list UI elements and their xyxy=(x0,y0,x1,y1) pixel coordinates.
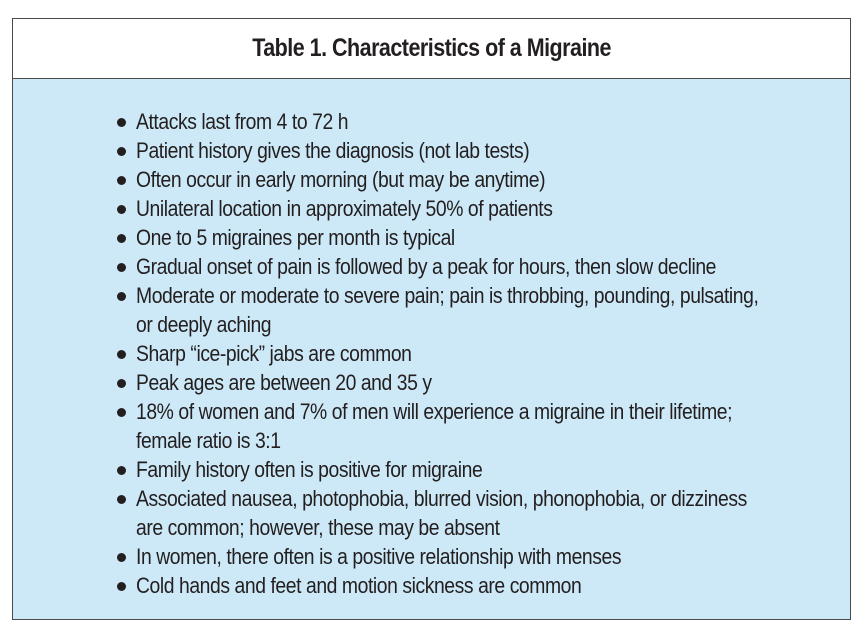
bullet-icon xyxy=(117,408,126,417)
list-item-text: Sharp “ice-pick” jabs are common xyxy=(136,341,412,366)
list-item-text: Moderate or moderate to severe pain; pain is throbbing, pounding, pulsating, xyxy=(136,283,759,308)
list-item-text: In women, there often is a positive relationship with menses xyxy=(136,544,622,569)
list-item xyxy=(115,571,835,600)
table-title: Table 1. Characteristics of a Migraine xyxy=(252,34,611,62)
list-item xyxy=(115,194,835,223)
list-item xyxy=(115,136,835,165)
bullet-icon xyxy=(117,379,126,388)
bullet-icon xyxy=(117,263,126,272)
list-item-continuation xyxy=(115,426,835,455)
list-item xyxy=(115,281,835,310)
list-item-text: are common; however, these may be absent xyxy=(136,515,500,540)
list-item-continuation xyxy=(115,513,835,542)
list-item xyxy=(115,339,835,368)
list-item-text: Patient history gives the diagnosis (not lab tests) xyxy=(136,138,530,163)
list-item xyxy=(115,368,835,397)
list-item-text: One to 5 migraines per month is typical xyxy=(136,225,455,250)
list-item-text: Family history often is positive for migraine xyxy=(136,457,483,482)
list-item xyxy=(115,252,835,281)
list-item-text: Peak ages are between 20 and 35 y xyxy=(136,370,432,395)
list-item xyxy=(115,397,835,426)
list-item-text: Gradual onset of pain is followed by a peak for hours, then slow decline xyxy=(136,254,717,279)
bullet-icon xyxy=(117,147,126,156)
migraine-table xyxy=(12,18,851,620)
bullet-icon xyxy=(117,553,126,562)
bullet-icon xyxy=(117,234,126,243)
bullet-icon xyxy=(117,118,126,127)
list-item-text: or deeply aching xyxy=(136,312,272,337)
characteristics-list xyxy=(115,107,835,600)
list-item xyxy=(115,484,835,513)
list-item xyxy=(115,165,835,194)
bullet-icon xyxy=(117,205,126,214)
list-item-text: Cold hands and feet and motion sickness are common xyxy=(136,573,582,598)
list-item-continuation xyxy=(115,310,835,339)
list-item xyxy=(115,455,835,484)
bullet-icon xyxy=(117,292,126,301)
list-item xyxy=(115,107,835,136)
table-header xyxy=(13,19,850,79)
bullet-icon xyxy=(117,176,126,185)
list-item-text: 18% of women and 7% of men will experience a migraine in their lifetime; xyxy=(136,399,733,424)
list-item-text: female ratio is 3:1 xyxy=(136,428,281,453)
list-item-text: Associated nausea, photophobia, blurred vision, phonophobia, or dizziness xyxy=(136,486,747,511)
list-item-text: Unilateral location in approximately 50% of patients xyxy=(136,196,553,221)
bullet-icon xyxy=(117,466,126,475)
list-item-text: Often occur in early morning (but may be anytime) xyxy=(136,167,546,192)
bullet-icon xyxy=(117,582,126,591)
list-item-text: Attacks last from 4 to 72 h xyxy=(136,109,349,134)
list-item xyxy=(115,542,835,571)
bullet-icon xyxy=(117,350,126,359)
list-item xyxy=(115,223,835,252)
bullet-icon xyxy=(117,495,126,504)
